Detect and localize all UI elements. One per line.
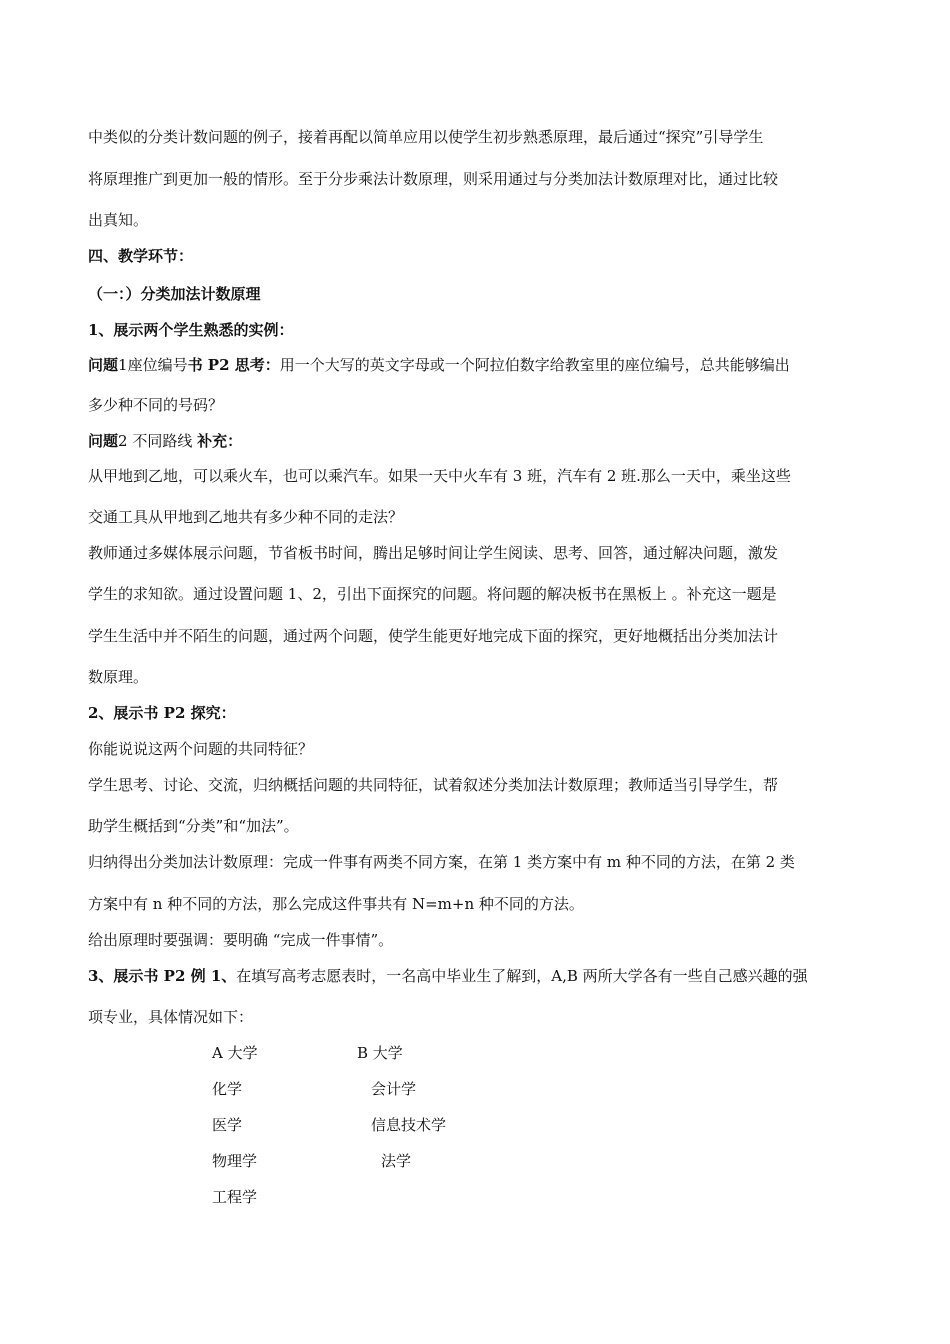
teacher-para-line-1: 教师通过多媒体展示问题，节省板书时间，腾出足够时间让学生阅读、思考、回答，通过解决问题，激发 [88, 544, 779, 562]
table-b-item: 法学 [381, 1152, 412, 1170]
question-2-number: 2 [118, 432, 128, 450]
item2-heading: 2、展示书 P2 探究： [88, 704, 236, 722]
student-para-line-2: 助学生概括到“分类”和“加法”。 [88, 817, 299, 835]
question-2-line-2: 交通工具从甲地到乙地共有多少种不同的走法？ [88, 508, 404, 526]
table-a-item: 物理学 [212, 1152, 258, 1170]
principle-line-2: 方案中有 n 种不同的方法，那么完成这件事共有 N=m+n 种不同的方法。 [88, 895, 584, 913]
table-b-item: 会计学 [371, 1080, 417, 1098]
question-1-line-1 [88, 355, 878, 375]
teacher-para-line-4: 数原理。 [88, 668, 149, 686]
part-heading: （一：）分类加法计数原理 [88, 285, 261, 303]
question-1-book-ref: 书 P2 思考： [187, 356, 280, 374]
question-2-label: 问题 [88, 432, 119, 450]
table-a-item: 化学 [212, 1080, 243, 1098]
emphasis-line: 给出原理时要强调：要明确 “完成一件事情”。 [88, 931, 394, 949]
section-heading: 四、教学环节： [88, 247, 194, 265]
question-2-line-1: 从甲地到乙地，可以乘火车，也可以乘汽车。如果一天中火车有 3 班，汽车有 2 班.那么一天中，乘坐这些 [88, 467, 791, 485]
intro-line-3: 出真知。 [88, 211, 149, 229]
question-1-number: 1 [118, 356, 128, 374]
question-2-title: 不同路线 [127, 432, 198, 450]
question-1-label: 问题 [88, 356, 119, 374]
example-1-heading: 3、展示书 P2 例 1、 [88, 967, 237, 985]
item2-question: 你能说说这两个问题的共同特征？ [88, 740, 314, 758]
question-1-title: 座位编号 [127, 356, 188, 374]
table-header-b: B 大学 [357, 1044, 403, 1062]
table-a-item: 医学 [212, 1116, 243, 1134]
example-1-text: 在填写高考志愿表时，一名高中毕业生了解到，A,B 两所大学各有一些自己感兴趣的强 [236, 967, 808, 985]
teacher-para-line-2: 学生的求知欲。通过设置问题 1、2，引出下面探究的问题。将问题的解决板书在黑板上 。补充这一题是 [88, 585, 777, 603]
example-1-line-1 [88, 966, 878, 986]
item1-heading: 1、展示两个学生熟悉的实例： [88, 321, 294, 339]
intro-line-1: 中类似的分类计数问题的例子，接着再配以简单应用以使学生初步熟悉原理，最后通过“探究”引导学生 [88, 128, 764, 146]
principle-line-1: 归纳得出分类加法计数原理：完成一件事有两类不同方案，在第 1 类方案中有 m 种不同的方法，在第 2 类 [88, 853, 795, 871]
example-1-line-2: 项专业，具体情况如下： [88, 1008, 254, 1026]
teacher-para-line-3: 学生生活中并不陌生的问题，通过两个问题，使学生能更好地完成下面的探究，更好地概括出分类加法计 [88, 627, 779, 645]
table-b-item: 信息技术学 [371, 1116, 447, 1134]
student-para-line-1: 学生思考、讨论、交流，归纳概括问题的共同特征，试着叙述分类加法计数原理；教师适当引导学生，帮 [88, 776, 779, 794]
intro-line-2: 将原理推广到更加一般的情形。至于分步乘法计数原理，则采用通过与分类加法计数原理对比，通过比较 [88, 170, 779, 188]
question-2-supplement: 补充： [197, 432, 243, 450]
table-header-a: A 大学 [212, 1044, 258, 1062]
question-1-text: 用一个大写的英文字母或一个阿拉伯数字给教室里的座位编号，总共能够编出 [279, 356, 790, 374]
question-1-line-2: 多少种不同的号码？ [88, 396, 224, 414]
table-a-item: 工程学 [212, 1188, 258, 1206]
question-2-heading [88, 431, 878, 451]
